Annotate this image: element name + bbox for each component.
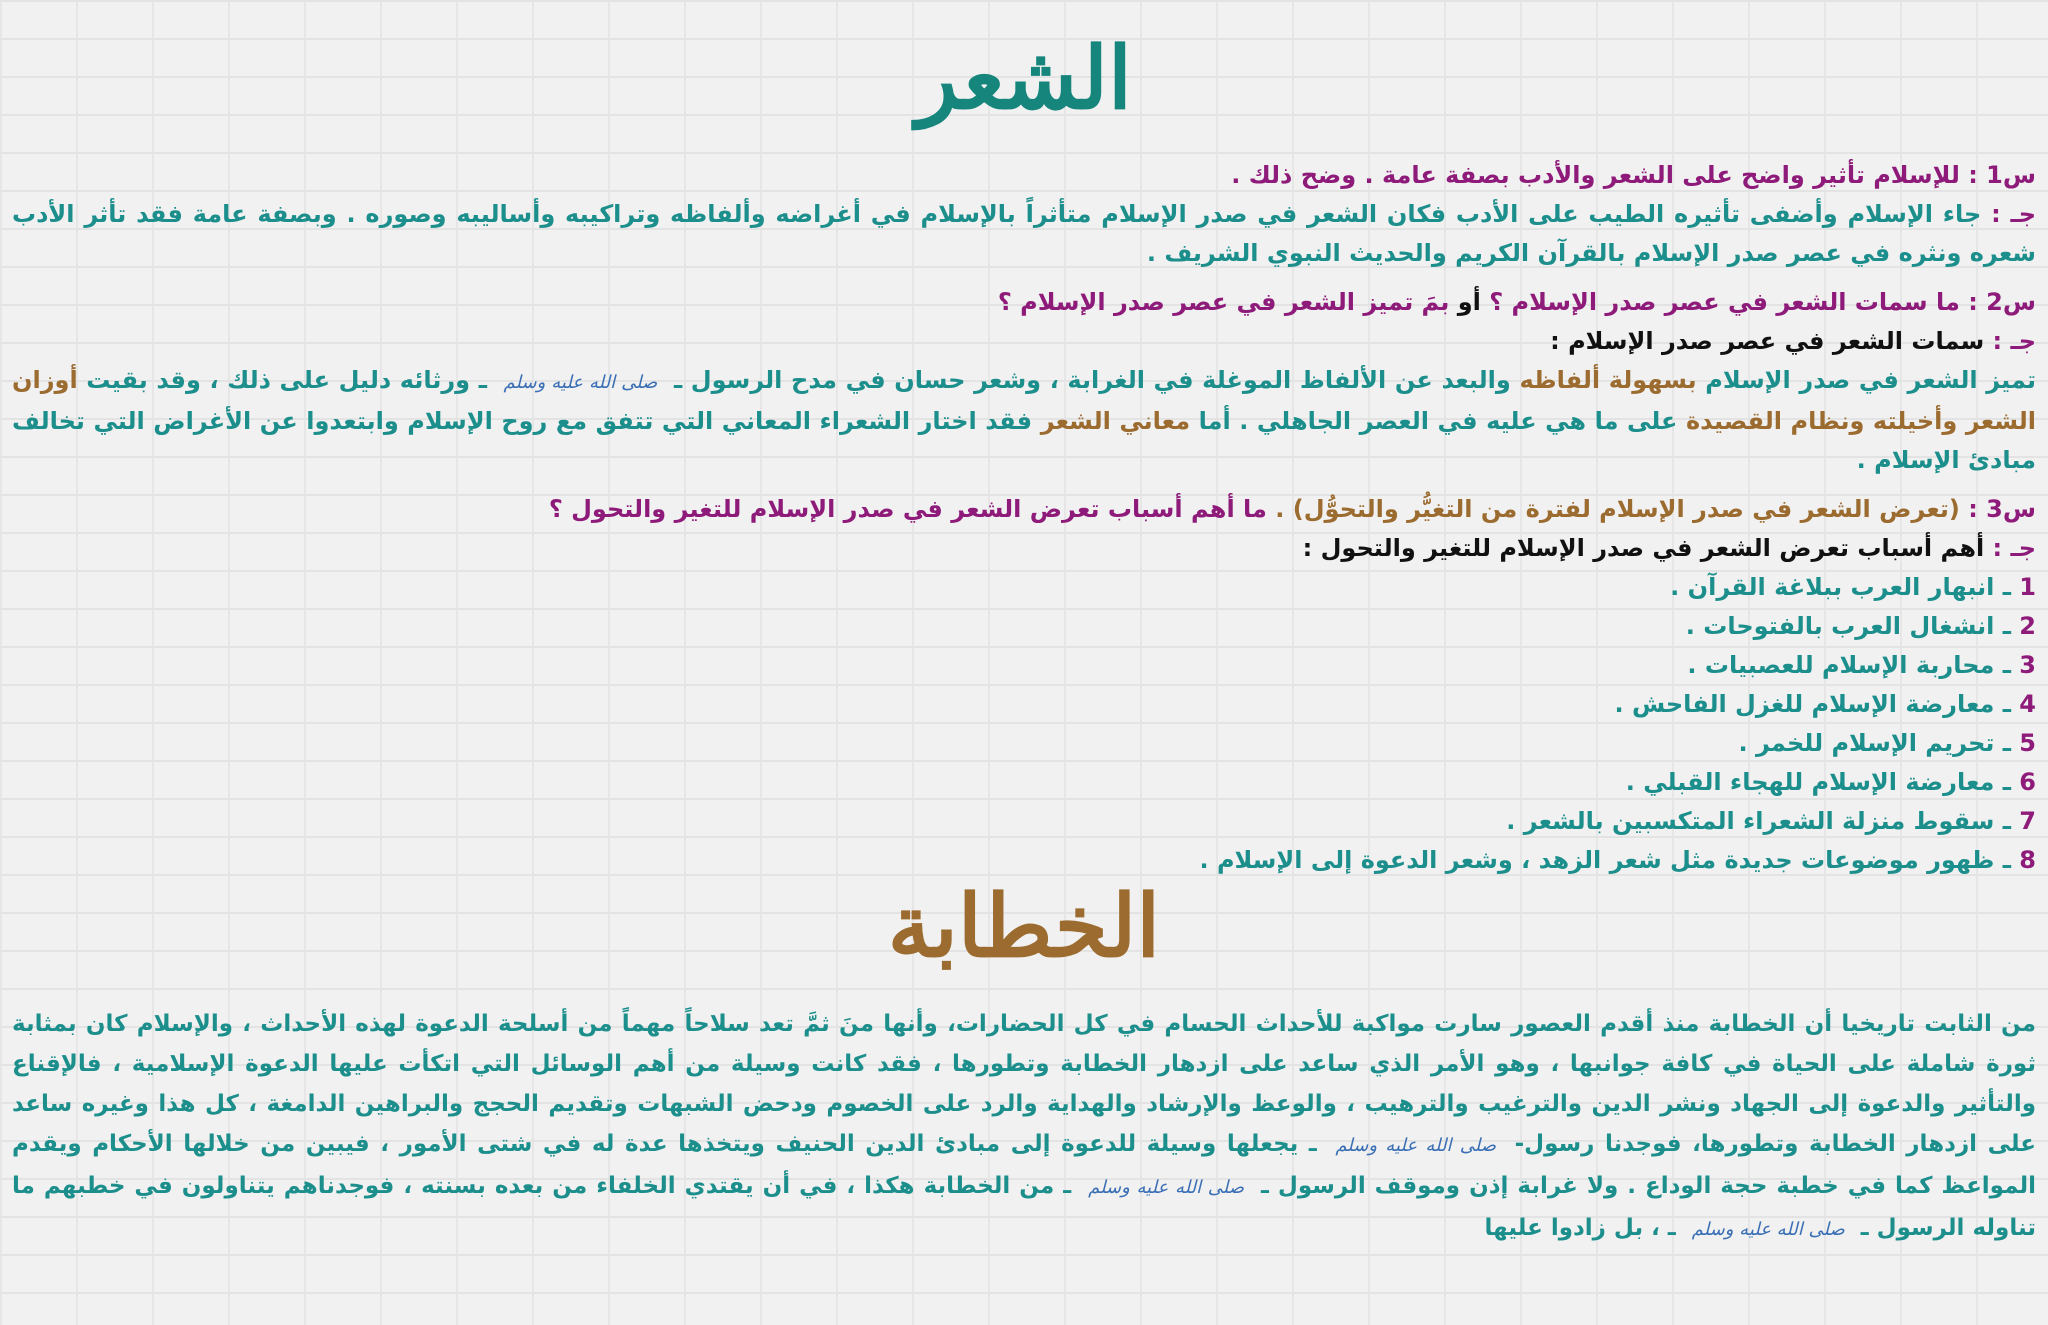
list-item [12,802,2036,841]
list-item-number: 6 [2019,768,2036,796]
list-item-text: ـ انبهار العرب ببلاغة القرآن . [1670,573,2011,601]
question-3-label: س3 : [1968,495,2036,523]
answer-3-label: جـ : [1992,534,2036,562]
answer-3-heading-text: أهم أسباب تعرض الشعر في صدر الإسلام للتغير والتحول : [1302,534,1985,562]
list-item-text: ـ سقوط منزلة الشعراء المتكسبين بالشعر . [1506,807,2011,835]
reasons-list [12,568,2036,880]
question-2-label: س2 : [1968,288,2036,316]
list-item-text: ـ محاربة الإسلام للعصبيات . [1687,651,2011,679]
oratory-part-1: من الثابت تاريخيا أن الخطابة منذ أقدم العصور سارت مواكبة للأحداث الحسام في كل الحضارات، وأنها منَ ثمَّ تعد سلاحاً مهماً من أسلحة الدعوة لهذه الأحداث ، والإسلام كان بمثابة ثورة شاملة على الحياة في كافة جوانبها ، وهو الأمر الذي ساعد على ازدهار الخطابة وتطورها ، فقد كانت وسيلة من أهم الوسائل التي اتكأت عليها الدعوة الإسلامية ، فالإقناع والتأثير والدعوة إلى الجهاد ونشر الدين والترغيب والترهيب ، والوعظ والإرشاد والهداية والرد على الخصوم ودحض الشبهات وتقديم الحجج والبراهين الدامغة ، كل هذا وغيره ساعد على ازدهار الخطابة وتطورها، فوجدنا رسول- [12,1011,2037,1157]
question-3-text: ما أهم أسباب تعرض الشعر في صدر الإسلام للتغير والتحول ؟ [548,495,1267,523]
list-item-number: 8 [2019,846,2036,874]
list-item [12,685,2036,724]
question-2-or: أو [1457,288,1481,316]
list-item-number: 5 [2019,729,2036,757]
answer-2-label: جـ : [1992,327,2036,355]
question-1 [12,156,2036,195]
answer-2-highlight-1: بسهولة ألفاظه [1519,366,1697,394]
answer-1-label: جـ : [1991,200,2037,228]
list-item-text: ـ ظهور موضوعات جديدة مثل شعر الزهد ، وشعر الدعوة إلى الإسلام . [1199,846,2011,874]
oratory-part-3: ـ من الخطابة هكذا ، في أن يقتدي الخلفاء من بعده بسنته ، فوجدناهم يتناولون في خطبهم ما تناوله الرسول ـ [12,1173,2036,1241]
question-2-text-b: بمَ تميز الشعر في عصر صدر الإسلام ؟ [997,288,1450,316]
list-item [12,763,2036,802]
list-item [12,646,2036,685]
answer-1-text: جاء الإسلام وأضفى تأثيره الطيب على الأدب فكان الشعر في صدر الإسلام متأثراً بالإسلام في أغراضه وألفاظه وتراكيبه وأساليبه وصوره . وبصفة عامة فقد تأثر الأدب شعره ونثره في عصر صدر الإسلام بالقرآن الكريم والحديث النبوي الشريف . [12,200,2036,267]
list-item-number: 1 [2019,573,2036,601]
list-item-number: 2 [2019,612,2036,640]
pbuh-calligraphy: صلى الله عليه وسلم [1691,1219,1845,1240]
question-1-label: س1 : [1968,161,2036,189]
answer-2-part-1: تميز الشعر في صدر الإسلام [1705,366,2037,394]
question-3 [12,490,2036,529]
answer-2-part-5: فقد اختار الشعراء المعاني التي تتفق مع روح الإسلام وابتعدوا عن الأغراض التي تخالف مبادئ الإسلام . [12,407,2036,474]
title-poetry: الشعر [916,28,1132,129]
list-item-text: ـ انشغال العرب بالفتوحات . [1685,612,2011,640]
answer-2-part-3: ـ ورثائه دليل على ذلك ، وقد بقيت [86,366,487,394]
list-item [12,841,2036,880]
question-3-block [12,490,2036,880]
answer-2-part-4: على ما هي عليه في العصر الجاهلي . أما [1198,407,1678,435]
answer-2-paragraph [12,361,2036,480]
answer-2-highlight-2: أوزان الشعر وأخيلته ونظام القصيدة [12,366,2036,435]
oratory-part-4: ـ ، بل زادوا عليها [1484,1215,1676,1241]
answer-1 [12,195,2036,273]
oratory-paragraph [12,1004,2036,1250]
question-1-text: للإسلام تأثير واضح على الشعر والأدب بصفة عامة . وضح ذلك . [1231,161,1960,189]
question-3-quote: (تعرض الشعر في صدر الإسلام لفترة من التغيُّر والتحوُّل) . [1275,495,1960,523]
pbuh-calligraphy: صلى الله عليه وسلم [503,372,658,393]
answer-3-heading [12,529,2036,568]
list-item [12,607,2036,646]
list-item-number: 4 [2019,690,2036,718]
title-oratory: الخطابة [887,876,1161,977]
pbuh-calligraphy: صلى الله عليه وسلم [1088,1177,1245,1198]
list-item-text: ـ معارضة الإسلام للهجاء القبلي . [1625,768,2011,796]
question-2 [12,283,2036,322]
list-item-text: ـ معارضة الإسلام للغزل الفاحش . [1614,690,2011,718]
list-item [12,724,2036,763]
list-item-number: 7 [2019,807,2036,835]
question-1-block [12,156,2036,273]
answer-2-highlight-3: معاني الشعر [1040,407,1191,435]
pbuh-calligraphy: صلى الله عليه وسلم [1335,1135,1497,1156]
list-item-number: 3 [2019,651,2036,679]
question-2-text-a: ما سمات الشعر في عصر صدر الإسلام ؟ [1489,288,1960,316]
answer-2-heading [12,322,2036,361]
list-item [12,568,2036,607]
answer-2-heading-text: سمات الشعر في عصر صدر الإسلام : [1550,327,1985,355]
list-item-text: ـ تحريم الإسلام للخمر . [1738,729,2011,757]
answer-2-part-2: والبعد عن الألفاظ الموغلة في الغرابة ، وشعر حسان في مدح الرسول ـ [673,366,1511,394]
question-2-block [12,283,2036,480]
oratory-part-2: ـ يجعلها وسيلة للدعوة إلى مبادئ الدين الحنيف ويتخذها عدة له في شتى الأمور ، فيبين من خلالها الأحكام ويقدم المواعظ كما في خطبة حجة الوداع . ولا غرابة إذن وموقف الرسول ـ [12,1131,2037,1199]
